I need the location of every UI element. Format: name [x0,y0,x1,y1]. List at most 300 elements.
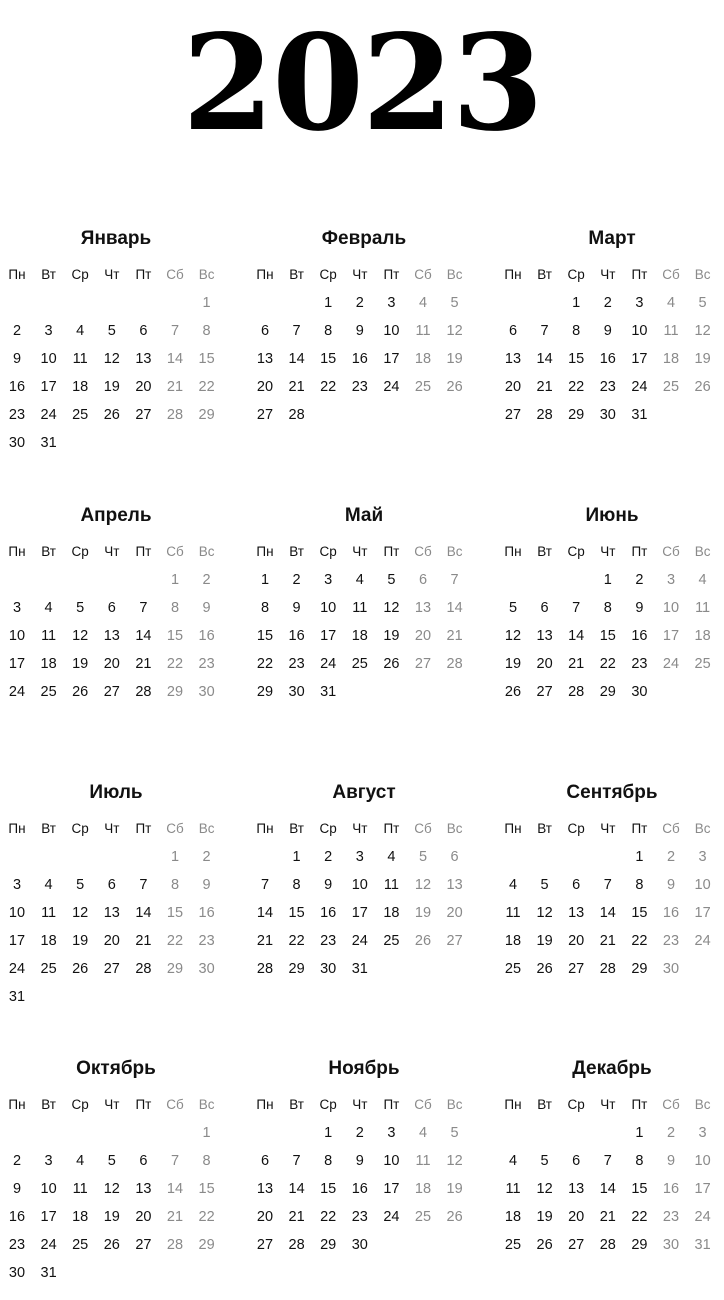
day-cell: 24 [320,656,337,672]
day-cell: 18 [383,905,400,921]
day-cell: 19 [103,379,120,395]
day-cell: 10 [40,351,57,367]
day-cell: 28 [256,961,274,977]
day-cell: 11 [505,1181,521,1197]
weekday-header: Вт [41,544,56,559]
day-cell: 24 [40,407,57,423]
day-cell: 21 [135,656,152,672]
day-cell: 5 [450,295,459,311]
day-cell: 16 [351,351,368,367]
day-cell: 23 [662,933,680,949]
day-cell: 1 [170,572,180,588]
day-cell: 19 [383,628,400,644]
day-cell: 21 [166,1209,184,1225]
day-cell: 30 [662,1237,680,1253]
day-cell: 16 [631,628,648,644]
day-cell: 12 [446,1153,463,1169]
weekday-header: Сб [414,267,432,282]
day-cell: 19 [536,1209,553,1225]
weekday-header: Пн [256,267,274,282]
day-cell: 3 [698,1125,707,1141]
weekday-header: Сб [414,821,432,836]
weekday-header: Сб [414,1097,432,1112]
day-cell: 15 [198,351,215,367]
day-cell: 14 [599,1181,616,1197]
day-cell: 26 [446,379,463,395]
day-cell: 6 [418,572,428,588]
day-cell: 12 [536,905,553,921]
day-cell: 13 [504,351,522,367]
day-cell: 7 [450,572,459,588]
weekday-header: Чт [104,821,120,836]
day-cell: 14 [135,905,152,921]
day-cell: 3 [44,323,53,339]
day-cell: 16 [198,628,215,644]
weekday-header: Чт [600,821,616,836]
day-cell: 17 [8,656,26,672]
day-cell: 8 [324,1153,333,1169]
day-cell: 8 [603,600,612,616]
day-cell: 30 [320,961,337,977]
day-cell: 29 [320,1237,337,1253]
weekday-header: Вт [537,821,552,836]
day-cell: 29 [568,407,585,423]
day-cell: 25 [504,961,522,977]
weekday-header: Вс [694,1097,711,1112]
weekday-header: Пт [383,267,400,282]
day-cell: 18 [72,379,89,395]
day-cell: 31 [8,989,26,1005]
day-cell: 9 [12,1181,22,1197]
day-cell: 25 [694,656,711,672]
day-cell: 23 [288,656,305,672]
weekday-header: Сб [166,267,184,282]
day-cell: 3 [387,1125,396,1141]
day-cell: 12 [72,628,89,644]
weekday-header: Вс [198,267,215,282]
day-cell: 22 [166,656,184,672]
day-cell: 8 [324,323,333,339]
month-title: Июль [89,782,143,803]
day-cell: 19 [504,656,522,672]
day-cell: 22 [198,379,215,395]
weekday-header: Сб [166,821,184,836]
day-cell: 2 [355,295,364,311]
day-cell: 15 [320,1181,337,1197]
day-cell: 19 [536,933,553,949]
day-cell: 13 [568,905,585,921]
day-cell: 24 [40,1237,57,1253]
day-cell: 11 [352,600,368,616]
day-cell: 4 [76,1153,85,1169]
day-cell: 4 [76,323,85,339]
day-cell: 26 [72,684,89,700]
day-cell: 29 [256,684,274,700]
day-cell: 2 [666,849,676,865]
day-cell: 10 [662,600,680,616]
day-cell: 28 [288,1237,305,1253]
day-cell: 11 [41,905,57,921]
day-cell: 4 [698,572,707,588]
day-cell: 17 [662,628,680,644]
day-cell: 24 [8,684,26,700]
weekday-header: Вт [289,1097,304,1112]
day-cell: 21 [446,628,463,644]
day-cell: 27 [568,1237,585,1253]
day-cell: 2 [12,1153,22,1169]
weekday-header: Вт [289,544,304,559]
weekday-header: Пн [8,1097,26,1112]
day-cell: 12 [103,351,120,367]
day-cell: 30 [198,961,215,977]
day-cell: 10 [383,1153,400,1169]
day-cell: 31 [694,1237,711,1253]
day-cell: 20 [414,628,432,644]
weekday-header: Вс [446,821,463,836]
weekday-header: Вс [446,267,463,282]
weekday-header: Пт [135,544,152,559]
weekday-header: Пн [256,544,274,559]
day-cell: 23 [599,379,616,395]
day-cell: 13 [414,600,432,616]
day-cell: 15 [166,905,184,921]
day-cell: 13 [256,351,274,367]
day-cell: 30 [8,435,26,451]
day-cell: 8 [635,877,644,893]
day-cell: 5 [418,849,428,865]
day-cell: 10 [351,877,368,893]
day-cell: 20 [256,1209,274,1225]
weekday-header: Пт [631,821,648,836]
day-cell: 20 [135,379,152,395]
weekday-header: Ср [319,821,337,836]
day-cell: 27 [504,407,522,423]
day-cell: 26 [103,407,120,423]
day-cell: 16 [662,1181,680,1197]
day-cell: 17 [694,1181,711,1197]
month-title: Август [332,782,396,803]
day-cell: 10 [694,1153,711,1169]
day-cell: 25 [40,684,57,700]
day-cell: 13 [135,351,152,367]
day-cell: 8 [170,877,180,893]
weekday-header: Вс [446,1097,463,1112]
day-cell: 31 [40,1265,57,1281]
day-cell: 5 [107,1153,116,1169]
day-cell: 14 [288,1181,305,1197]
day-cell: 24 [662,656,680,672]
day-cell: 14 [135,628,152,644]
weekday-header: Вс [198,1097,215,1112]
day-cell: 23 [8,407,26,423]
day-cell: 23 [351,379,368,395]
day-cell: 27 [135,1237,152,1253]
day-cell: 2 [355,1125,364,1141]
day-cell: 12 [414,877,432,893]
day-cell: 29 [631,961,648,977]
weekday-header: Пт [383,544,400,559]
day-cell: 3 [387,295,396,311]
day-cell: 15 [631,905,648,921]
day-cell: 22 [568,379,585,395]
weekday-header: Ср [567,1097,585,1112]
day-cell: 16 [8,1209,26,1225]
day-cell: 24 [694,933,711,949]
day-cell: 30 [351,1237,368,1253]
day-cell: 4 [508,877,518,893]
day-cell: 25 [414,379,432,395]
day-cell: 28 [568,684,585,700]
weekday-header: Чт [352,267,368,282]
weekday-header: Вс [446,544,463,559]
day-cell: 5 [540,877,549,893]
day-cell: 2 [635,572,644,588]
day-cell: 15 [599,628,616,644]
day-cell: 15 [256,628,274,644]
day-cell: 27 [256,1237,274,1253]
day-cell: 16 [198,905,215,921]
day-cell: 11 [41,628,57,644]
day-cell: 7 [603,877,612,893]
day-cell: 11 [383,877,399,893]
weekday-header: Чт [352,544,368,559]
day-cell: 16 [8,379,26,395]
day-cell: 29 [198,407,215,423]
day-cell: 14 [568,628,585,644]
weekday-header: Вт [537,267,552,282]
day-cell: 21 [599,933,616,949]
day-cell: 12 [446,323,463,339]
day-cell: 13 [536,628,553,644]
day-cell: 8 [170,600,180,616]
weekday-header: Чт [600,267,616,282]
day-cell: 8 [572,323,581,339]
month-title: Май [344,505,384,526]
day-cell: 31 [351,961,368,977]
day-cell: 18 [504,1209,522,1225]
day-cell: 21 [288,1209,305,1225]
day-cell: 14 [446,600,463,616]
day-cell: 8 [635,1153,644,1169]
weekday-header: Вс [694,267,711,282]
day-cell: 21 [536,379,553,395]
day-cell: 4 [418,295,428,311]
day-cell: 5 [76,877,85,893]
day-cell: 6 [508,323,518,339]
weekday-header: Сб [166,544,184,559]
weekday-header: Пн [256,821,274,836]
weekday-header: Ср [319,544,337,559]
weekday-header: Вс [198,544,215,559]
weekday-header: Сб [166,1097,184,1112]
day-cell: 7 [292,1153,301,1169]
day-cell: 26 [383,656,400,672]
day-cell: 26 [72,961,89,977]
day-cell: 17 [40,379,57,395]
day-cell: 31 [40,435,57,451]
day-cell: 8 [260,600,270,616]
weekday-header: Чт [352,1097,368,1112]
day-cell: 12 [72,905,89,921]
day-cell: 25 [662,379,680,395]
weekday-header: Вт [41,1097,56,1112]
day-cell: 10 [8,905,26,921]
weekday-header: Вс [694,544,711,559]
day-cell: 15 [198,1181,215,1197]
weekday-header: Вс [694,821,711,836]
weekday-header: Пт [631,544,648,559]
weekday-header: Пт [631,1097,648,1112]
day-cell: 23 [198,933,215,949]
day-cell: 4 [387,849,396,865]
month-title: Октябрь [76,1058,156,1079]
day-cell: 13 [103,905,120,921]
day-cell: 26 [536,961,553,977]
month-title: Январь [80,228,152,249]
day-cell: 20 [536,656,553,672]
day-cell: 30 [8,1265,26,1281]
day-cell: 20 [135,1209,152,1225]
day-cell: 28 [288,407,305,423]
day-cell: 28 [599,1237,616,1253]
weekday-header: Пн [504,1097,522,1112]
day-cell: 6 [540,600,549,616]
day-cell: 9 [666,877,676,893]
day-cell: 11 [72,351,88,367]
weekday-header: Пт [631,267,648,282]
day-cell: 18 [662,351,680,367]
day-cell: 4 [44,600,53,616]
weekday-header: Ср [71,1097,89,1112]
day-cell: 7 [603,1153,612,1169]
weekday-header: Сб [662,544,680,559]
day-cell: 23 [662,1209,680,1225]
day-cell: 27 [103,684,120,700]
day-cell: 9 [355,323,364,339]
day-cell: 29 [599,684,616,700]
day-cell: 5 [76,600,85,616]
weekday-header: Вс [198,821,215,836]
day-cell: 7 [139,600,148,616]
day-cell: 3 [355,849,364,865]
day-cell: 26 [504,684,522,700]
day-cell: 19 [414,905,432,921]
day-cell: 23 [8,1237,26,1253]
day-cell: 28 [166,1237,184,1253]
day-cell: 18 [414,1181,432,1197]
weekday-header: Ср [71,544,89,559]
day-cell: 30 [599,407,616,423]
weekday-header: Ср [71,821,89,836]
weekday-header: Чт [600,1097,616,1112]
day-cell: 27 [256,407,274,423]
day-cell: 25 [351,656,368,672]
weekday-header: Ср [71,267,89,282]
day-cell: 2 [292,572,301,588]
day-cell: 16 [662,905,680,921]
day-cell: 15 [288,905,305,921]
day-cell: 21 [135,933,152,949]
day-cell: 10 [383,323,400,339]
day-cell: 30 [631,684,648,700]
day-cell: 9 [202,877,211,893]
day-cell: 17 [383,351,400,367]
day-cell: 10 [694,877,711,893]
day-cell: 29 [198,1237,215,1253]
day-cell: 7 [170,1153,180,1169]
day-cell: 11 [695,600,711,616]
day-cell: 16 [288,628,305,644]
day-cell: 29 [631,1237,648,1253]
day-cell: 20 [103,656,120,672]
day-cell: 9 [666,1153,676,1169]
day-cell: 9 [292,600,301,616]
day-cell: 7 [260,877,270,893]
day-cell: 22 [320,1209,337,1225]
day-cell: 27 [414,656,432,672]
day-cell: 7 [292,323,301,339]
day-cell: 1 [324,1125,333,1141]
day-cell: 24 [351,933,368,949]
day-cell: 18 [351,628,368,644]
day-cell: 8 [202,1153,211,1169]
day-cell: 12 [536,1181,553,1197]
day-cell: 25 [72,407,89,423]
day-cell: 2 [202,572,211,588]
day-cell: 1 [292,849,301,865]
day-cell: 25 [40,961,57,977]
day-cell: 30 [288,684,305,700]
month-title: Март [588,228,636,249]
day-cell: 17 [694,905,711,921]
day-cell: 20 [568,933,585,949]
day-cell: 14 [288,351,305,367]
day-cell: 4 [666,295,676,311]
day-cell: 18 [72,1209,89,1225]
weekday-header: Ср [567,267,585,282]
day-cell: 28 [599,961,616,977]
day-cell: 26 [536,1237,553,1253]
day-cell: 22 [320,379,337,395]
day-cell: 22 [288,933,305,949]
weekday-header: Пт [383,821,400,836]
day-cell: 6 [107,877,116,893]
day-cell: 18 [414,351,432,367]
day-cell: 12 [103,1181,120,1197]
day-cell: 23 [320,933,337,949]
weekday-header: Вт [41,267,56,282]
day-cell: 1 [202,1125,211,1141]
day-cell: 6 [139,1153,148,1169]
day-cell: 23 [351,1209,368,1225]
day-cell: 20 [446,905,463,921]
year-title: 2023 [182,6,542,161]
weekday-header: Чт [600,544,616,559]
day-cell: 18 [504,933,522,949]
day-cell: 19 [446,1181,463,1197]
day-cell: 30 [662,961,680,977]
day-cell: 24 [383,1209,400,1225]
month-title: Декабрь [572,1058,652,1079]
day-cell: 13 [568,1181,585,1197]
day-cell: 31 [631,407,648,423]
day-cell: 6 [572,877,581,893]
day-cell: 17 [8,933,26,949]
day-cell: 25 [72,1237,89,1253]
day-cell: 1 [324,295,333,311]
day-cell: 24 [8,961,26,977]
day-cell: 29 [166,684,184,700]
